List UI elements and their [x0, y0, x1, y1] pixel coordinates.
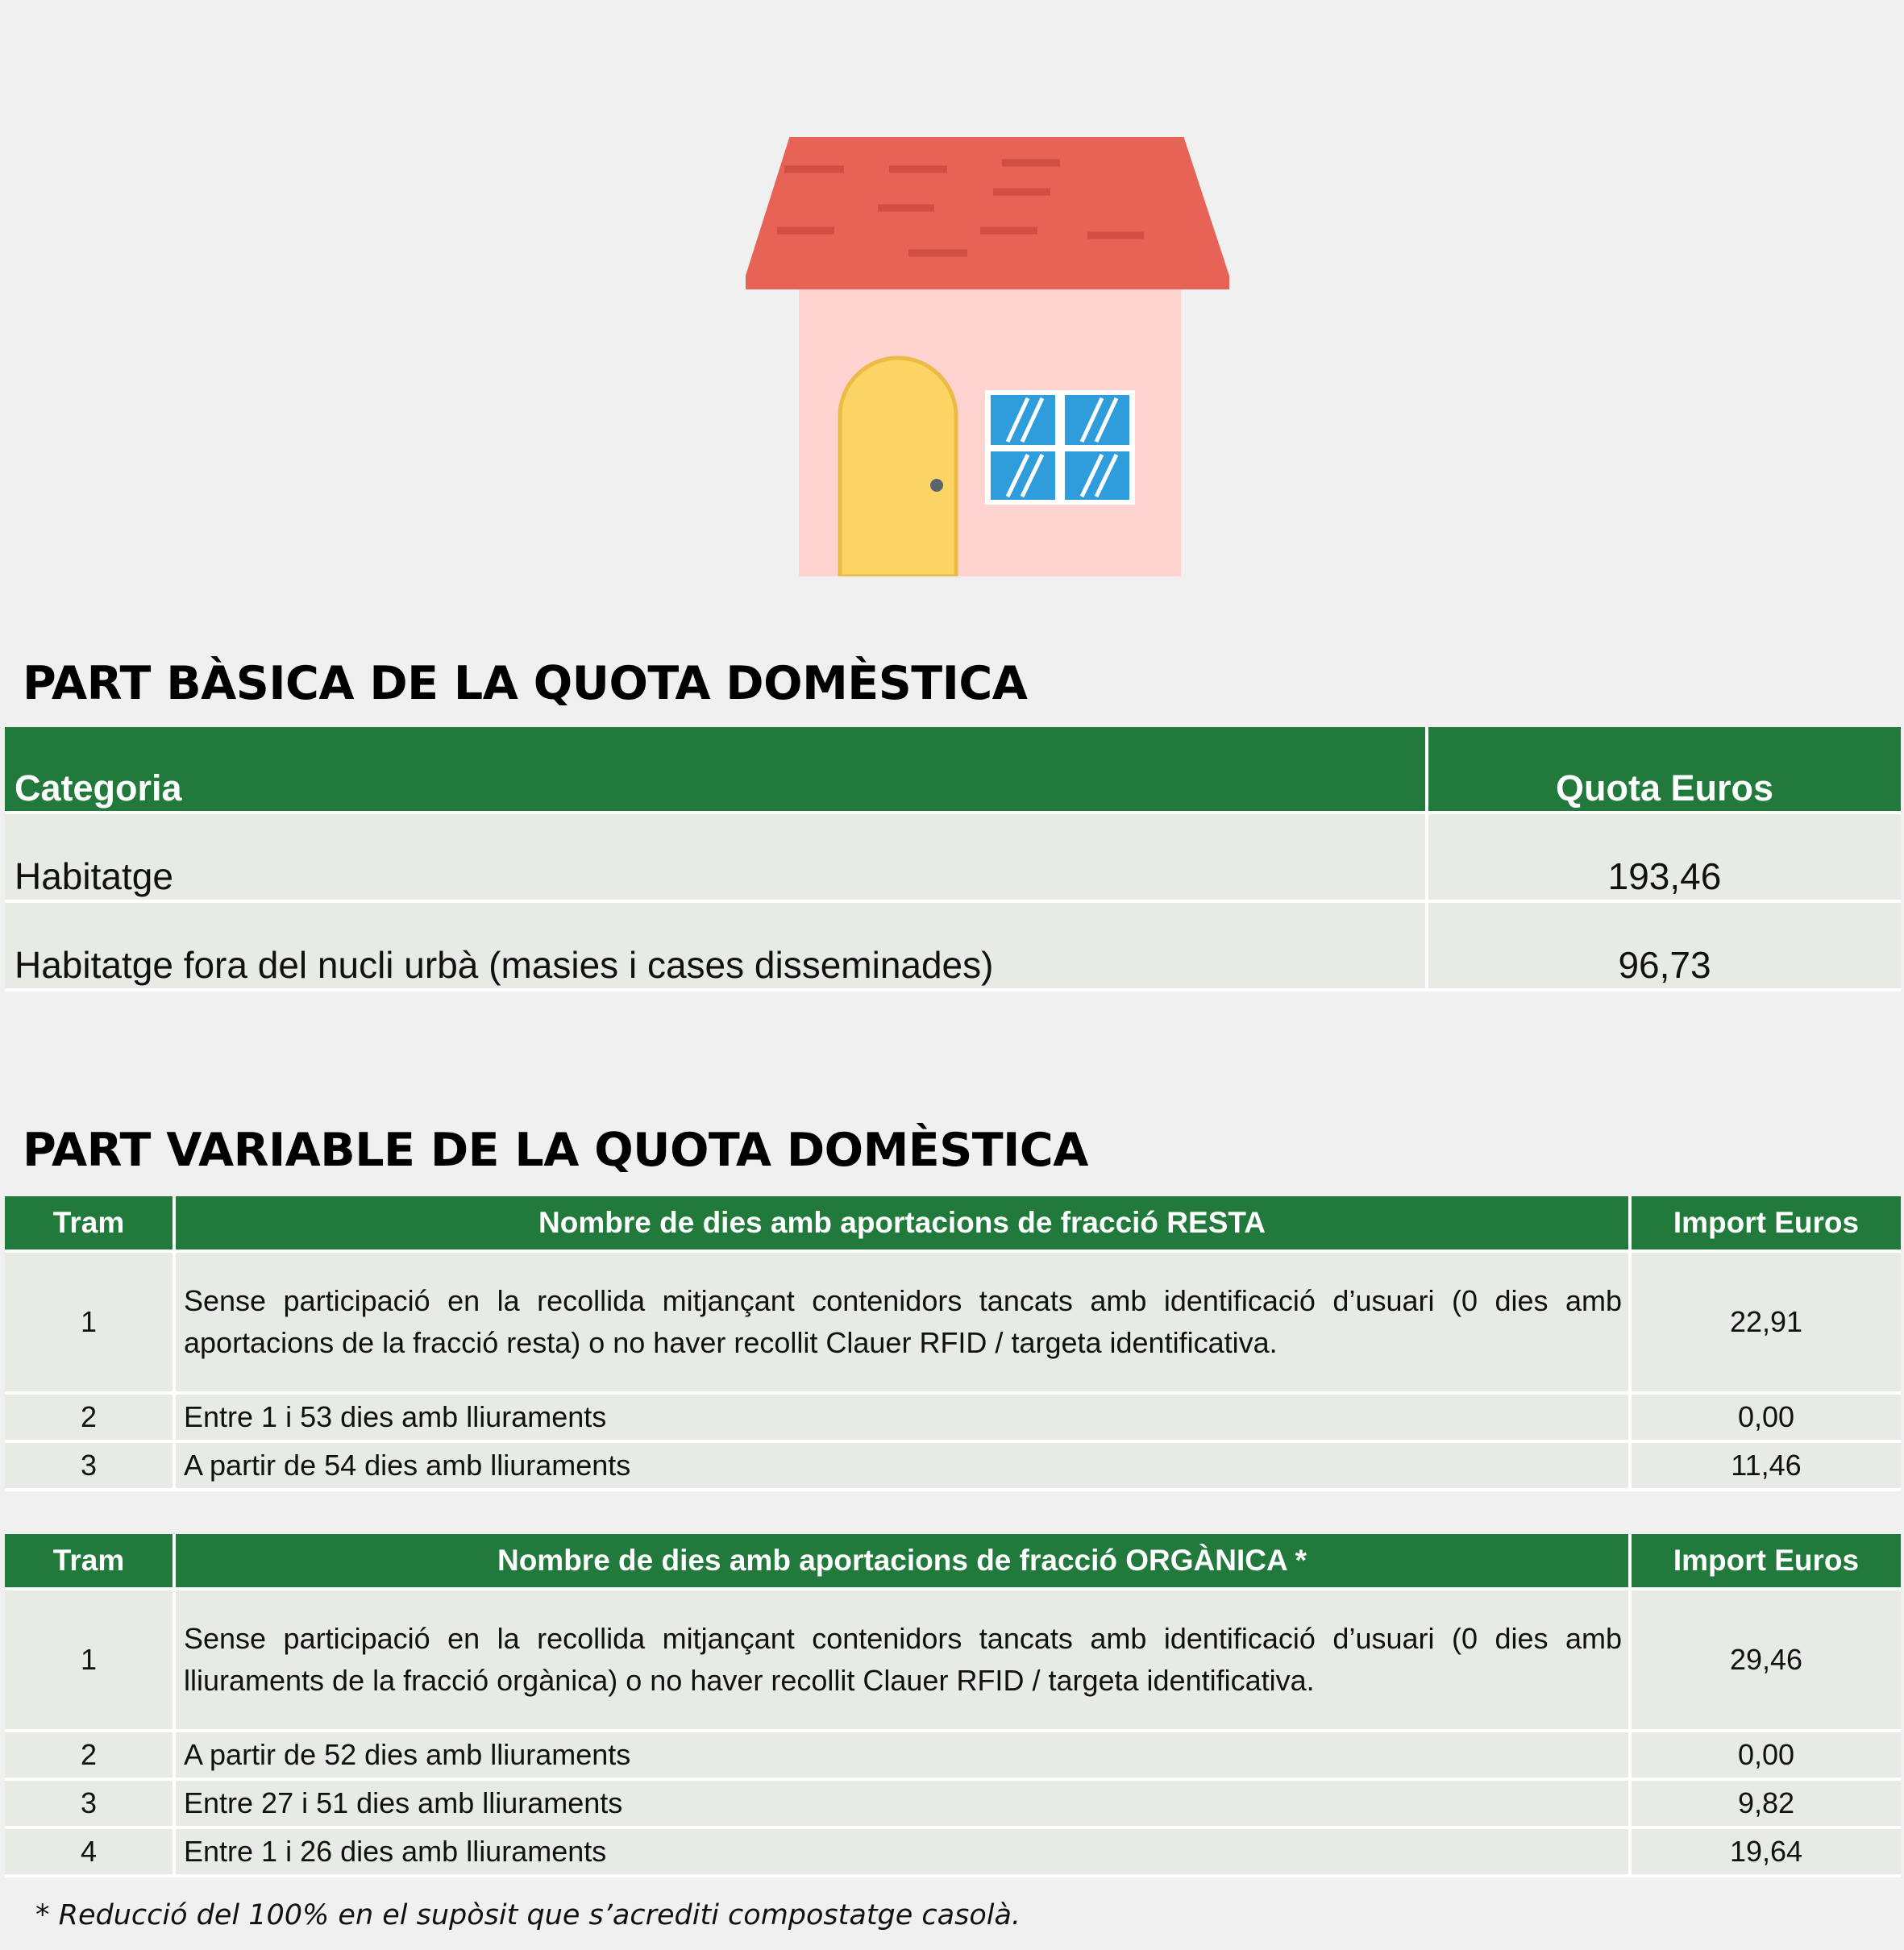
table-row [5, 1443, 1901, 1491]
description-cell: Entre 1 i 53 dies amb lliuraments [176, 1395, 1632, 1443]
amount-cell: 9,82 [1632, 1781, 1901, 1829]
header-description: Nombre de dies amb aportacions de fracció ORGÀNICA * [176, 1534, 1632, 1590]
house-icon [746, 137, 1229, 576]
resta-fraction-table [5, 1196, 1901, 1491]
tram-cell: 3 [5, 1443, 176, 1491]
header-amount: Import Euros [1632, 1196, 1901, 1253]
tram-cell: 1 [5, 1590, 176, 1732]
footnote: * Reducció del 100% en el supòsit que s’acrediti compostatge casolà. [35, 1899, 1021, 1931]
amount-cell: 11,46 [1632, 1443, 1901, 1491]
variable-section-title: PART VARIABLE DE LA QUOTA DOMÈSTICA [23, 1124, 1088, 1177]
tram-cell: 2 [5, 1395, 176, 1443]
description-cell: A partir de 52 dies amb lliuraments [176, 1732, 1632, 1781]
description-cell: Sense participació en la recollida mitjançant contenidors tancats amb identificació d’usuari (0 dies amb lliuraments de la fracció orgànica) o no haver recollit Clauer RFID / targeta identificativa. [176, 1590, 1632, 1732]
header-amount: Import Euros [1632, 1534, 1901, 1590]
table-row [5, 1829, 1901, 1877]
description-cell: Entre 1 i 26 dies amb lliuraments [176, 1829, 1632, 1877]
category-cell: Habitatge fora del nucli urbà (masies i cases disseminades) [5, 903, 1428, 992]
table-header-row [5, 727, 1901, 814]
table-header-row [5, 1534, 1901, 1590]
table-row [5, 1395, 1901, 1443]
amount-cell: 22,91 [1632, 1253, 1901, 1395]
tram-cell: 4 [5, 1829, 176, 1877]
tram-cell: 3 [5, 1781, 176, 1829]
header-quota: Quota Euros [1428, 727, 1901, 814]
table-row [5, 1253, 1901, 1395]
header-tram: Tram [5, 1196, 176, 1253]
organica-fraction-table [5, 1534, 1901, 1877]
basic-section-title: PART BÀSICA DE LA QUOTA DOMÈSTICA [23, 657, 1028, 710]
tram-cell: 2 [5, 1732, 176, 1781]
category-cell: Habitatge [5, 814, 1428, 903]
description-cell: Sense participació en la recollida mitjançant contenidors tancats amb identificació d’usuari (0 dies amb aportacions de la fracció resta) o no haver recollit Clauer RFID / targeta identificativa. [176, 1253, 1632, 1395]
header-category: Categoria [5, 727, 1428, 814]
header-description: Nombre de dies amb aportacions de fracció RESTA [176, 1196, 1632, 1253]
basic-quota-table [5, 727, 1901, 992]
amount-cell: 19,64 [1632, 1829, 1901, 1877]
description-cell: Entre 27 i 51 dies amb lliuraments [176, 1781, 1632, 1829]
table-header-row [5, 1196, 1901, 1253]
table-row [5, 814, 1901, 903]
table-row [5, 1732, 1901, 1781]
tram-cell: 1 [5, 1253, 176, 1395]
quota-cell: 193,46 [1428, 814, 1901, 903]
quota-cell: 96,73 [1428, 903, 1901, 992]
description-cell: A partir de 54 dies amb lliuraments [176, 1443, 1632, 1491]
amount-cell: 0,00 [1632, 1732, 1901, 1781]
table-row [5, 903, 1901, 992]
header-tram: Tram [5, 1534, 176, 1590]
table-row [5, 1781, 1901, 1829]
amount-cell: 0,00 [1632, 1395, 1901, 1443]
amount-cell: 29,46 [1632, 1590, 1901, 1732]
table-row [5, 1590, 1901, 1732]
